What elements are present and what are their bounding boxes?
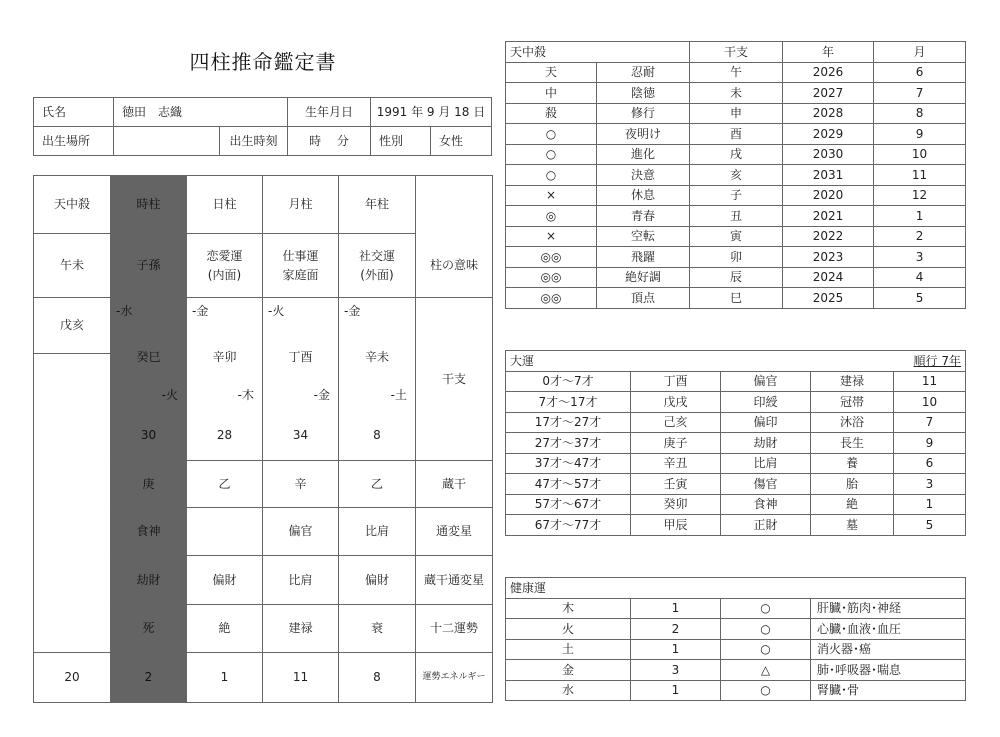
- energy-value: 1: [186, 652, 263, 703]
- table-header-row: [506, 42, 966, 63]
- table-cell: 17才～27才: [506, 412, 631, 433]
- table-cell: 2022: [783, 226, 874, 247]
- hour-pillar-header: 時柱: [110, 175, 187, 234]
- taiun-table: [505, 350, 966, 536]
- row-label: 通変星: [415, 507, 493, 556]
- table-cell: 3: [874, 247, 966, 268]
- tenchusatsu-table: [505, 41, 966, 309]
- table-cell: 8: [874, 103, 966, 124]
- table-cell: 67才～77才: [506, 515, 631, 536]
- table-cell: 0才～7才: [506, 371, 631, 392]
- energy-value: 2: [110, 652, 187, 703]
- table-cell: 絶好調: [597, 267, 690, 288]
- table-row: [506, 267, 966, 288]
- header-tenchusatsu: 天中殺: [506, 42, 690, 63]
- kanshi-value: 辛未: [364, 350, 389, 364]
- table-cell: 木: [506, 598, 631, 619]
- table-cell: 休息: [597, 185, 690, 206]
- table-cell: 4: [874, 267, 966, 288]
- table-cell: 心臓･血液･血圧: [811, 619, 966, 640]
- chart-cell: 衰: [338, 604, 416, 653]
- row-label: 十二運勢: [415, 604, 493, 653]
- table-cell: 未: [690, 83, 783, 104]
- taiun-title: 大運: [510, 353, 535, 368]
- table-cell: 7: [894, 412, 966, 433]
- table-cell: 2030: [783, 144, 874, 165]
- table-cell: 食神: [721, 494, 811, 515]
- table-cell: 2028: [783, 103, 874, 124]
- table-cell: 9: [894, 433, 966, 454]
- table-cell: 水: [506, 680, 631, 701]
- table-cell: 子: [690, 185, 783, 206]
- table-cell: 陰徳: [597, 83, 690, 104]
- table-cell: 卯: [690, 247, 783, 268]
- pillar-meaning-cell: 恋愛運 (内面): [186, 233, 263, 298]
- table-cell: 12: [874, 185, 966, 206]
- pillar-number: 34: [262, 410, 339, 461]
- element-top: -水: [116, 304, 133, 318]
- table-cell: 1: [631, 598, 721, 619]
- chart-cell: 庚: [110, 460, 187, 508]
- pillar-kanshi-cell: [338, 297, 416, 411]
- table-row: [506, 371, 966, 392]
- element-top: -火: [268, 304, 285, 318]
- table-cell: 修行: [597, 103, 690, 124]
- table-cell: 11: [874, 165, 966, 186]
- taiun-direction: 順行 7年: [913, 353, 961, 368]
- table-cell: 戊戌: [631, 392, 721, 413]
- table-row: [506, 433, 966, 454]
- table-row: [506, 247, 966, 268]
- table-cell: 1: [631, 639, 721, 660]
- kanshi-value: 癸巳: [136, 350, 161, 364]
- table-cell: 2: [874, 226, 966, 247]
- energy-label: 運勢エネルギー: [415, 652, 493, 703]
- table-cell: 1: [894, 494, 966, 515]
- chart-cell: 劫財: [110, 555, 187, 605]
- table-cell: 肝臓･筋肉･神経: [811, 598, 966, 619]
- table-cell: ○: [721, 639, 811, 660]
- table-cell: ○: [506, 165, 597, 186]
- table-cell: 6: [894, 453, 966, 474]
- table-cell: 金: [506, 660, 631, 681]
- table-row: [506, 639, 966, 660]
- page-title: 四柱推命鑑定書: [189, 50, 337, 74]
- table-cell: 酉: [690, 124, 783, 145]
- table-cell: ◎◎: [506, 288, 597, 309]
- table-cell: ○: [721, 680, 811, 701]
- table-cell: 1: [631, 680, 721, 701]
- element-bottom: -土: [390, 388, 407, 402]
- pillar-number: 8: [338, 410, 416, 461]
- table-cell: 長生: [811, 433, 894, 454]
- table-cell: 腎臓･骨: [811, 680, 966, 701]
- table-cell: 劫財: [721, 433, 811, 454]
- table-cell: 寅: [690, 226, 783, 247]
- row-label: 蔵干通変星: [415, 555, 493, 605]
- gender-value: 女性: [430, 126, 492, 156]
- table-cell: 5: [894, 515, 966, 536]
- birthplace-value: [113, 126, 220, 156]
- table-row: [506, 453, 966, 474]
- table-cell: 巳: [690, 288, 783, 309]
- table-cell: 11: [894, 371, 966, 392]
- table-cell: 肺･呼吸器･喘息: [811, 660, 966, 681]
- table-cell: 57才～67才: [506, 494, 631, 515]
- table-cell: 1: [874, 206, 966, 227]
- table-cell: 2021: [783, 206, 874, 227]
- table-cell: ○: [721, 598, 811, 619]
- table-cell: 47才～57才: [506, 474, 631, 495]
- chart-cell: 絶: [186, 604, 263, 653]
- pillar-meaning-cell: 仕事運 家庭面: [262, 233, 339, 298]
- table-cell: 中: [506, 83, 597, 104]
- header-kanshi: 干支: [690, 42, 783, 63]
- birthplace-label: 出生場所: [33, 126, 114, 156]
- element-bottom: -火: [161, 388, 178, 402]
- month-pillar-header: 月柱: [262, 175, 339, 234]
- table-row: [506, 494, 966, 515]
- table-cell: 2023: [783, 247, 874, 268]
- table-row: [506, 474, 966, 495]
- blank-cell: [415, 175, 493, 234]
- gender-label: 性別: [370, 126, 431, 156]
- table-cell: 冠帯: [811, 392, 894, 413]
- table-cell: 偏印: [721, 412, 811, 433]
- table-header-row: [506, 351, 966, 372]
- chart-cell: 偏財: [338, 555, 416, 605]
- table-cell: ◎◎: [506, 247, 597, 268]
- energy-total: 20: [33, 652, 111, 703]
- pillar-kanshi-cell: [262, 297, 339, 411]
- table-cell: 丑: [690, 206, 783, 227]
- table-row: [506, 185, 966, 206]
- table-cell: 癸卯: [631, 494, 721, 515]
- table-cell: 戌: [690, 144, 783, 165]
- table-cell: 2025: [783, 288, 874, 309]
- table-cell: ×: [506, 226, 597, 247]
- table-cell: 午: [690, 62, 783, 83]
- table-cell: 庚子: [631, 433, 721, 454]
- table-cell: 夜明け: [597, 124, 690, 145]
- dob-value: 1991 年 9 月 18 日: [370, 97, 492, 127]
- chart-cell: 比肩: [338, 507, 416, 556]
- table-cell: 絶: [811, 494, 894, 515]
- table-cell: 養: [811, 453, 894, 474]
- header-month: 月: [874, 42, 966, 63]
- table-row: [506, 680, 966, 701]
- table-cell: 正財: [721, 515, 811, 536]
- table-cell: 10: [894, 392, 966, 413]
- table-cell: 6: [874, 62, 966, 83]
- table-cell: 亥: [690, 165, 783, 186]
- table-cell: 辛丑: [631, 453, 721, 474]
- header-year: 年: [783, 42, 874, 63]
- table-row: [506, 288, 966, 309]
- year-pillar-header: 年柱: [338, 175, 416, 234]
- table-cell: 2: [631, 619, 721, 640]
- table-cell: 10: [874, 144, 966, 165]
- dob-label: 生年月日: [287, 97, 371, 127]
- table-cell: ◎: [506, 206, 597, 227]
- blank-cell: [33, 353, 111, 653]
- table-cell: △: [721, 660, 811, 681]
- health-title: 健康運: [506, 578, 966, 599]
- table-row: [506, 124, 966, 145]
- table-cell: 決意: [597, 165, 690, 186]
- table-row: [506, 412, 966, 433]
- health-table: [505, 577, 966, 701]
- day-pillar-header: 日柱: [186, 175, 263, 234]
- table-cell: 己亥: [631, 412, 721, 433]
- table-cell: 3: [631, 660, 721, 681]
- table-row: [506, 144, 966, 165]
- pillar-meaning-cell: 午未: [33, 233, 111, 298]
- table-cell: ○: [506, 124, 597, 145]
- table-cell: 2026: [783, 62, 874, 83]
- chart-cell: 偏官: [262, 507, 339, 556]
- table-cell: 申: [690, 103, 783, 124]
- element-bottom: -金: [313, 388, 330, 402]
- kanshi-label: 干支: [415, 297, 493, 461]
- table-cell: 飛躍: [597, 247, 690, 268]
- table-cell: 消火器･癌: [811, 639, 966, 660]
- table-row: [506, 103, 966, 124]
- table-cell: 沐浴: [811, 412, 894, 433]
- chart-cell: 乙: [338, 460, 416, 508]
- table-header-row: [506, 578, 966, 599]
- element-top: -金: [344, 304, 361, 318]
- row-label: 蔵干: [415, 460, 493, 508]
- table-cell: 7才～17才: [506, 392, 631, 413]
- table-cell: 37才～47才: [506, 453, 631, 474]
- energy-value: 8: [338, 652, 416, 703]
- table-cell: 土: [506, 639, 631, 660]
- table-cell: 建禄: [811, 371, 894, 392]
- energy-value: 11: [262, 652, 339, 703]
- table-cell: 甲辰: [631, 515, 721, 536]
- chart-cell: 乙: [186, 460, 263, 508]
- element-bottom: -木: [237, 388, 254, 402]
- name-value: 徳田 志織: [113, 97, 288, 127]
- table-cell: 偏官: [721, 371, 811, 392]
- element-top: -金: [192, 304, 209, 318]
- kanshi-value: 丁酉: [288, 350, 313, 364]
- table-row: [506, 660, 966, 681]
- table-cell: 2024: [783, 267, 874, 288]
- table-cell: 2027: [783, 83, 874, 104]
- chart-cell: 辛: [262, 460, 339, 508]
- table-cell: 辰: [690, 267, 783, 288]
- table-row: [506, 206, 966, 227]
- tenchusatsu-value: 戊亥: [33, 297, 111, 354]
- chart-cell: 建禄: [262, 604, 339, 653]
- table-cell: 印綬: [721, 392, 811, 413]
- pillar-number: 28: [186, 410, 263, 461]
- table-cell: 胎: [811, 474, 894, 495]
- table-cell: ○: [721, 619, 811, 640]
- chart-cell: 偏財: [186, 555, 263, 605]
- table-cell: 火: [506, 619, 631, 640]
- pillar-meaning-cell: 子孫: [110, 233, 187, 298]
- table-cell: 殺: [506, 103, 597, 124]
- pillar-meaning-cell: 社交運 (外面): [338, 233, 416, 298]
- pillar-kanshi-cell: [186, 297, 263, 411]
- name-label: 氏名: [33, 97, 114, 127]
- table-cell: 壬寅: [631, 474, 721, 495]
- table-cell: 忍耐: [597, 62, 690, 83]
- table-cell: 27才～37才: [506, 433, 631, 454]
- table-row: [506, 392, 966, 413]
- table-cell: ◎◎: [506, 267, 597, 288]
- birthtime-label: 出生時刻: [219, 126, 288, 156]
- table-cell: 丁酉: [631, 371, 721, 392]
- table-cell: 青春: [597, 206, 690, 227]
- table-cell: 頂点: [597, 288, 690, 309]
- table-cell: 墓: [811, 515, 894, 536]
- table-cell: 3: [894, 474, 966, 495]
- table-cell: 2029: [783, 124, 874, 145]
- table-cell: 進化: [597, 144, 690, 165]
- table-cell: 比肩: [721, 453, 811, 474]
- table-cell: 空転: [597, 226, 690, 247]
- birthtime-value: 時 分: [287, 126, 371, 156]
- table-cell: 5: [874, 288, 966, 309]
- table-cell: 7: [874, 83, 966, 104]
- table-row: [506, 226, 966, 247]
- table-row: [506, 619, 966, 640]
- table-row: [506, 515, 966, 536]
- chart-cell: 比肩: [262, 555, 339, 605]
- table-row: [506, 165, 966, 186]
- table-cell: ○: [506, 144, 597, 165]
- pillar-meaning-label: 柱の意味: [415, 233, 493, 298]
- table-row: [506, 62, 966, 83]
- table-cell: 9: [874, 124, 966, 145]
- table-row: [506, 598, 966, 619]
- chart-cell: [186, 507, 263, 556]
- table-cell: 2031: [783, 165, 874, 186]
- tenchusatsu-header: 天中殺: [33, 175, 111, 234]
- chart-cell: 食神: [110, 507, 187, 556]
- table-cell: 傷官: [721, 474, 811, 495]
- pillar-kanshi-cell: [110, 297, 187, 411]
- table-cell: ×: [506, 185, 597, 206]
- kanshi-value: 辛卯: [212, 350, 237, 364]
- pillar-number: 30: [110, 410, 187, 461]
- table-cell: 2020: [783, 185, 874, 206]
- chart-cell: 死: [110, 604, 187, 653]
- table-cell: 天: [506, 62, 597, 83]
- table-row: [506, 83, 966, 104]
